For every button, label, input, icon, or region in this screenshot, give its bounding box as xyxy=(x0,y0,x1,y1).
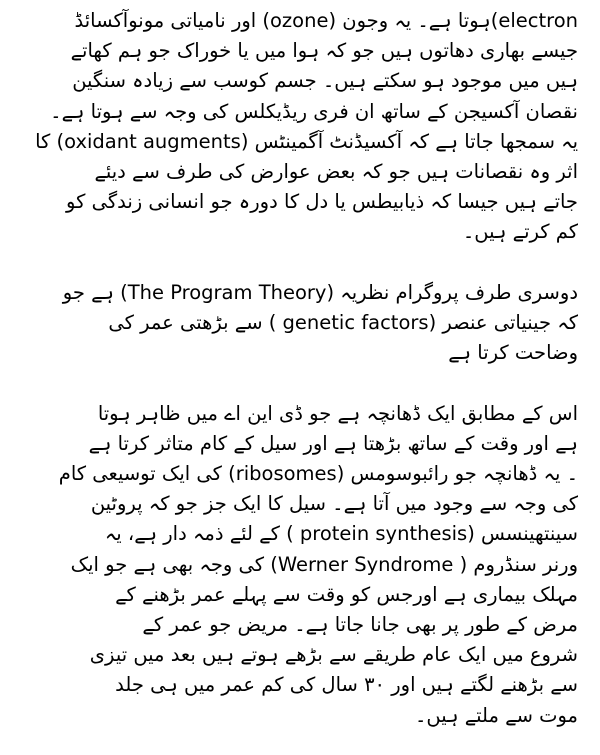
text-line: نقصان آکسیجن کے ساتھ ان فری ریڈیکلس کی وجہ سے ہوتا ہے۔ xyxy=(50,99,578,123)
paragraph-ribosomes-werner xyxy=(22,399,578,731)
text-line: ہیں میں موجود ہو سکتے ہیں۔ جسم کوسب سے زیادہ سنگین xyxy=(72,69,578,93)
text-line: مہلک بیماری ہے اورجس کو وقت سے پہلے عمر بڑھنے کے xyxy=(115,582,578,606)
text-line: ہے اور وقت کے ساتھ بڑھتا ہے اور سیل کے کام متاثر کرتا ہے xyxy=(88,431,578,455)
text-line: جاتے ہیں جیسا کہ ذیابیطس یا دل کا دورہ جو انسانی زندگی کو xyxy=(66,190,578,214)
text-line: وضاحت کرتا ہے xyxy=(448,341,578,365)
text-line: دوسری طرف پروگرام نظریہ (The Program Theory) ہے جو xyxy=(62,280,578,304)
paragraph-spacer xyxy=(22,368,578,398)
paragraph-program-theory xyxy=(22,278,578,369)
text-line: اثر وہ نقصانات ہیں جو کہ بعض عوارض کی طرف سے دیئے xyxy=(94,160,578,184)
text-line: موت سے ملتے ہیں۔ xyxy=(414,703,578,727)
text-line: اس کے مطابق ایک ڈھانچہ ہے جو ڈی این اے میں ظاہر ہوتا xyxy=(97,401,578,425)
text-line: مرض کے طور پر بھی جانا جاتا ہے۔ مریض جو عمر کے xyxy=(142,613,578,637)
paragraph-free-radical-theory xyxy=(22,6,578,248)
text-line: ورنر سنڈروم ( Werner Syndrome) کی وجہ بھی ہے جو ایک xyxy=(70,552,578,576)
paragraph-spacer xyxy=(22,248,578,278)
text-line: یہ سمجھا جاتا ہے کہ آکسیڈنٹ آگمینٹس (oxidant augments) کا xyxy=(35,129,578,153)
text-line: شروع میں ایک عام طریقے سے بڑھے ہوتے ہیں بعد میں تیزی xyxy=(89,643,578,667)
text-line: کہ جینیاتی عنصر (genetic factors ) سے بڑھتی عمر کی xyxy=(108,311,578,335)
text-line: electron)ہوتا ہے۔ یہ وجون (ozone) اور نامیاتی مونوآکسائڈ xyxy=(74,9,578,32)
text-line: کم کرتے ہیں۔ xyxy=(462,220,578,244)
text-line: ۔ یہ ڈھانچہ جو رائبوسومس (ribosomes) کی ایک توسیعی کام xyxy=(58,462,578,486)
text-line: کی وجہ سے وجود میں آتا ہے۔ سیل کا ایک جز جو کہ پروٹین xyxy=(90,492,578,516)
text-line: سے بڑھنے لگتے ہیں اور ۳۰ سال کی کم عمر میں ہی جلد xyxy=(115,673,578,697)
text-line: جیسے بھاری دھاتوں ہیں جو کہ ہوا میں یا خوراک جو ہم کھاتے xyxy=(70,39,578,63)
text-line: سینتھینسس (protein synthesis ) کے لئے ذمہ دار ہے، یہ xyxy=(104,522,578,546)
